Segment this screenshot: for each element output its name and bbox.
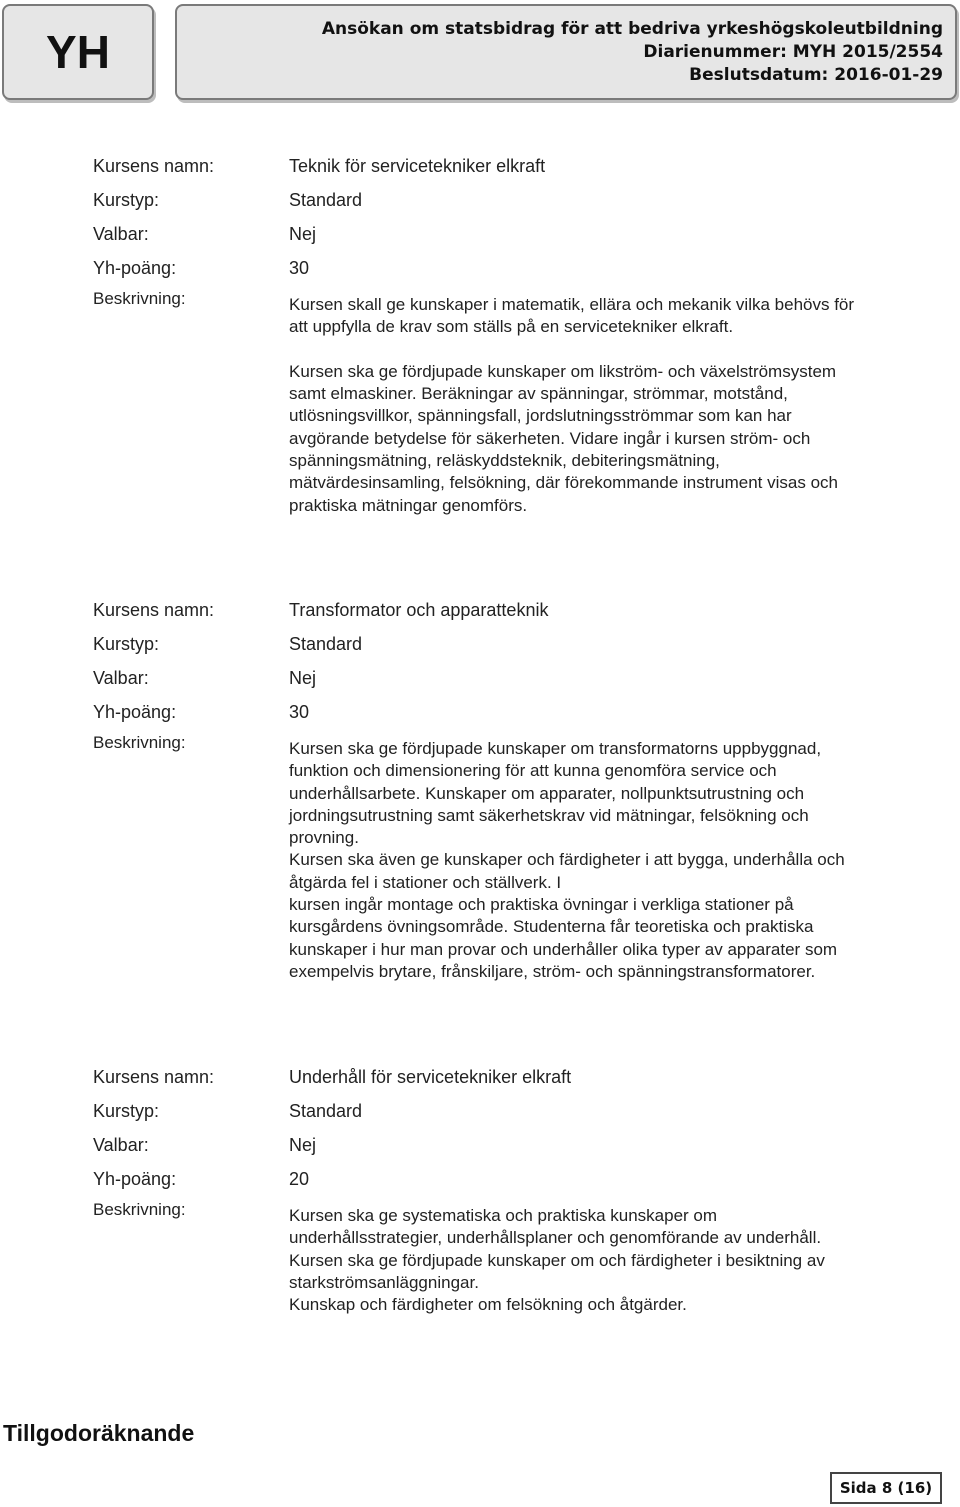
course-points-row	[93, 695, 938, 729]
course-type-label: Kurstyp:	[93, 634, 160, 654]
course-description-label: Beskrivning:	[93, 733, 186, 752]
course-type: Standard	[289, 634, 363, 654]
section-heading: Tillgodoräknande	[3, 1420, 195, 1446]
course-elective: Nej	[289, 1135, 317, 1155]
course-name: Transformator och apparatteknik	[289, 600, 549, 620]
course-description-label: Beskrivning:	[93, 1200, 186, 1219]
course-description: Kursen ska ge systematiska och praktiska kunskaper om underhållsstrategier, underhållsplaner och genomförande av underhåll. Kursen ska ge fördjupade kunskaper om och färdigheter i besiktning av starkströmsanläggningar. Kunskap och färdigheter om felsökning och åtgärder.	[289, 1206, 825, 1315]
course-description-row	[93, 289, 938, 517]
course-points-row	[93, 1162, 938, 1196]
course-description-row	[93, 1200, 938, 1316]
course-name: Underhåll för servicetekniker elkraft	[289, 1067, 572, 1087]
course-name-label: Kursens namn:	[93, 1067, 215, 1087]
yh-logo: YH	[2, 4, 154, 100]
course-elective-row	[93, 217, 938, 251]
course-elective-row	[93, 1128, 938, 1162]
course-name: Teknik för servicetekniker elkraft	[289, 156, 546, 176]
course-points-row	[93, 251, 938, 285]
course-points-label: Yh-poäng:	[93, 1169, 177, 1189]
course-type-label: Kurstyp:	[93, 1101, 160, 1121]
course-type-row	[93, 627, 938, 661]
course-type: Standard	[289, 1101, 363, 1121]
course-elective-label: Valbar:	[93, 224, 149, 244]
course-elective-row	[93, 661, 938, 695]
course-points: 20	[289, 1169, 310, 1189]
course-points-label: Yh-poäng:	[93, 258, 177, 278]
course-name-label: Kursens namn:	[93, 600, 215, 620]
course-points: 30	[289, 258, 310, 278]
course-type-row	[93, 183, 938, 217]
course-elective-label: Valbar:	[93, 1135, 149, 1155]
course-points: 30	[289, 702, 310, 722]
document-title: Ansökan om statsbidrag för att bedriva yrkeshögskoleutbildning	[321, 19, 943, 39]
course-elective: Nej	[289, 668, 317, 688]
page-number: Sida 8 (16)	[830, 1472, 942, 1504]
document-header	[175, 4, 957, 100]
course-name-row	[93, 149, 938, 183]
course-name-label: Kursens namn:	[93, 156, 215, 176]
beslutsdatum: Beslutsdatum: 2016-01-29	[689, 65, 943, 85]
course-elective-label: Valbar:	[93, 668, 149, 688]
course-description-label: Beskrivning:	[93, 289, 186, 308]
course-name-row	[93, 1060, 938, 1094]
course-block	[93, 149, 938, 517]
course-description: Kursen skall ge kunskaper i matematik, ellära och mekanik vilka behövs för att uppfylla de krav som ställs på en servicetekniker elkraft. Kursen ska ge fördjupade kunskaper om likström- och växelströmsystem samt elmaskiner. Beräkningar av spänningar, strömmar, motstånd, utlösningsvillkor, spänningsfall, jordslutningsströmmar som kan har avgörande betydelse för säkerheten. Vidare ingår i kursen ström- och spänningsmätning, reläskyddsteknik, debiteringsmätning, mätvärdesinsamling, felsökning, där förekommande instrument visas och praktiska mätningar genomförs.	[289, 295, 855, 515]
course-type: Standard	[289, 190, 363, 210]
course-block	[93, 593, 938, 983]
course-description-row	[93, 733, 938, 983]
course-type-row	[93, 1094, 938, 1128]
course-points-label: Yh-poäng:	[93, 702, 177, 722]
course-name-row	[93, 593, 938, 627]
course-description: Kursen ska ge fördjupade kunskaper om transformatorns uppbyggnad, funktion och dimensionering för att kunna genomföra service och underhållsarbete. Kunskaper om apparater, nollpunktsutrustning och jordningsutrustning samt säkerhetskrav vid mätningar, felsökning och provning. Kursen ska även ge kunskaper och färdigheter i att bygga, underhålla och åtgärda fel i stationer och ställverk. I kursen ingår montage och praktiska övningar i verkliga stationer på kursgårdens övningsområde. Studenterna får teoretiska och praktiska kunskaper i hur man provar och underhåller olika typer av apparater som exempelvis brytare, frånskiljare, ström- och spänningstransformatorer.	[289, 739, 845, 981]
course-type-label: Kurstyp:	[93, 190, 160, 210]
course-elective: Nej	[289, 224, 317, 244]
diarienummer: Diarienummer: MYH 2015/2554	[643, 42, 943, 62]
course-block	[93, 1060, 938, 1316]
